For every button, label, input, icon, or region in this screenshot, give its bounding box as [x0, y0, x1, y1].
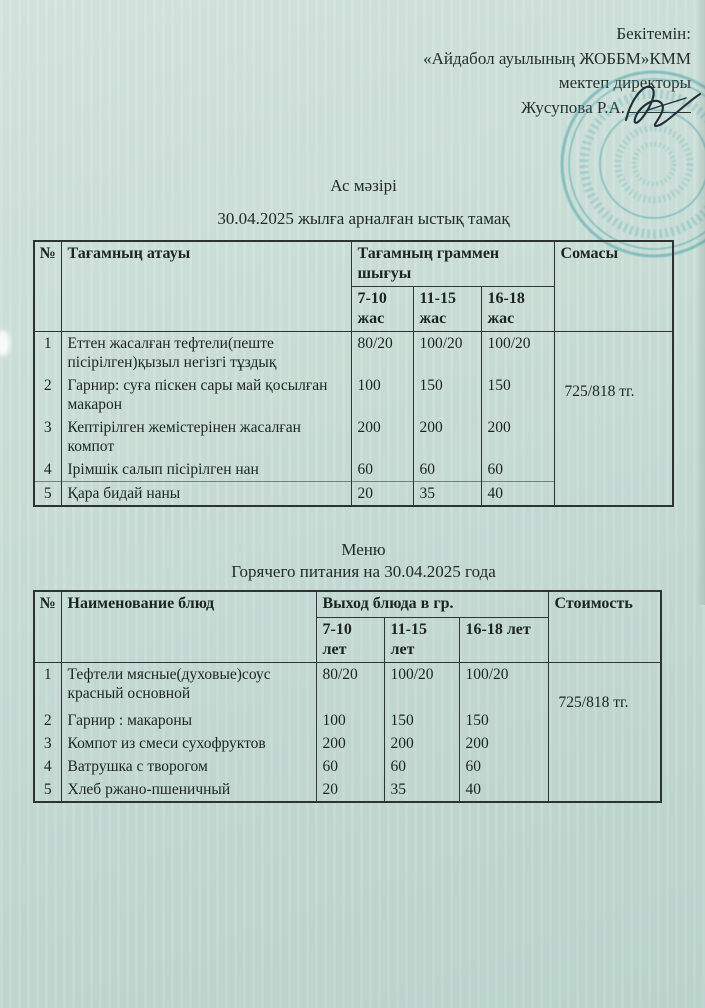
dish-name: Гарнир: суға піскен сары май қосылған макарон	[61, 374, 351, 416]
scan-blot	[0, 330, 10, 356]
portion-16-18: 150	[459, 709, 548, 732]
portion-16-18: 40	[459, 778, 548, 802]
row-number: 4	[34, 458, 61, 482]
row-number: 1	[34, 332, 61, 375]
total-price: 725/818 тг.	[548, 662, 661, 802]
menu-title-kk: Ас мәзірі	[330, 176, 397, 195]
portion-11-15: 200	[384, 732, 459, 755]
portion-7-10: 80/20	[316, 662, 384, 709]
portion-7-10: 60	[351, 458, 413, 482]
menu-subtitle-kk: 30.04.2025 жылға арналған ыстық тамақ	[217, 209, 510, 228]
scan-edge-shadow	[697, 0, 705, 605]
row-number: 4	[34, 755, 61, 778]
dish-name: Тефтели мясные(духовые)соус красный основной	[61, 662, 316, 709]
col-header-age-2: 11-15 лет	[384, 617, 459, 662]
col-header-output-group: Тағамның граммен шығуы	[351, 241, 554, 287]
col-header-dish-name: Наименование блюд	[61, 591, 316, 662]
approval-line-approve: Бекітемін:	[616, 24, 691, 43]
dish-name: Хлеб ржано-пшеничный	[61, 778, 316, 802]
portion-16-18: 40	[481, 482, 554, 507]
menu-row	[34, 332, 673, 375]
portion-7-10: 200	[351, 416, 413, 458]
portion-7-10: 60	[316, 755, 384, 778]
signature-underline	[629, 98, 691, 113]
portion-16-18: 200	[481, 416, 554, 458]
portion-16-18: 60	[459, 755, 548, 778]
portion-16-18: 100/20	[481, 332, 554, 375]
approval-line-school: «Айдабол ауылының ЖОББМ»КММ	[423, 48, 691, 68]
portion-7-10: 20	[351, 482, 413, 507]
col-header-age-2: 11-15 жас	[413, 287, 481, 332]
row-number: 3	[34, 732, 61, 755]
portion-16-18: 60	[481, 458, 554, 482]
portion-16-18: 150	[481, 374, 554, 416]
col-header-age-3: 16-18 лет	[459, 617, 548, 662]
menu-subtitle-ru: Горячего питания на 30.04.2025 года	[231, 562, 496, 581]
dish-name: Қара бидай наны	[61, 482, 351, 507]
row-number: 3	[34, 416, 61, 458]
row-number: 2	[34, 709, 61, 732]
portion-11-15: 100/20	[413, 332, 481, 375]
portion-11-15: 60	[384, 755, 459, 778]
menu-table-kk	[33, 240, 674, 507]
col-header-age-3: 16-18 жас	[481, 287, 554, 332]
dish-name: Ірімшік салып пісірілген нан	[61, 458, 351, 482]
portion-7-10: 80/20	[351, 332, 413, 375]
col-header-output-group: Выход блюда в гр.	[316, 591, 548, 617]
portion-7-10: 20	[316, 778, 384, 802]
row-number: 5	[34, 778, 61, 802]
col-header-dish-name: Тағамның атауы	[61, 241, 351, 332]
portion-7-10: 100	[316, 709, 384, 732]
portion-11-15: 35	[384, 778, 459, 802]
portion-11-15: 150	[384, 709, 459, 732]
dish-name: Кептірілген жемістерінен жасалған компот	[61, 416, 351, 458]
portion-16-18: 100/20	[459, 662, 548, 709]
menu-row	[34, 662, 661, 709]
col-header-no: №	[34, 591, 61, 662]
menu-title-ru: Меню	[341, 540, 386, 559]
portion-16-18: 200	[459, 732, 548, 755]
col-header-sum: Сомасы	[554, 241, 673, 332]
row-number: 2	[34, 374, 61, 416]
menu-table-ru	[33, 590, 662, 803]
dish-name: Ватрушка с творогом	[61, 755, 316, 778]
dish-name: Гарнир : макароны	[61, 709, 316, 732]
dish-name: Еттен жасалған тефтели(пеште пісірілген)қызыл негізгі тұздық	[61, 332, 351, 375]
portion-11-15: 35	[413, 482, 481, 507]
col-header-no: №	[34, 241, 61, 332]
col-header-age-1: 7-10 лет	[316, 617, 384, 662]
portion-11-15: 100/20	[384, 662, 459, 709]
portion-11-15: 200	[413, 416, 481, 458]
dish-name: Компот из смеси сухофруктов	[61, 732, 316, 755]
col-header-cost: Стоимость	[548, 591, 661, 662]
total-price: 725/818 тг.	[554, 332, 673, 507]
row-number: 1	[34, 662, 61, 709]
approval-line-director: Жусупова Р.А.	[423, 96, 691, 121]
col-header-age-1: 7-10 жас	[351, 287, 413, 332]
portion-11-15: 150	[413, 374, 481, 416]
portion-7-10: 200	[316, 732, 384, 755]
approval-line-position: мектеп директоры	[558, 73, 691, 92]
portion-7-10: 100	[351, 374, 413, 416]
row-number: 5	[34, 482, 61, 507]
approval-block	[423, 22, 691, 120]
portion-11-15: 60	[413, 458, 481, 482]
